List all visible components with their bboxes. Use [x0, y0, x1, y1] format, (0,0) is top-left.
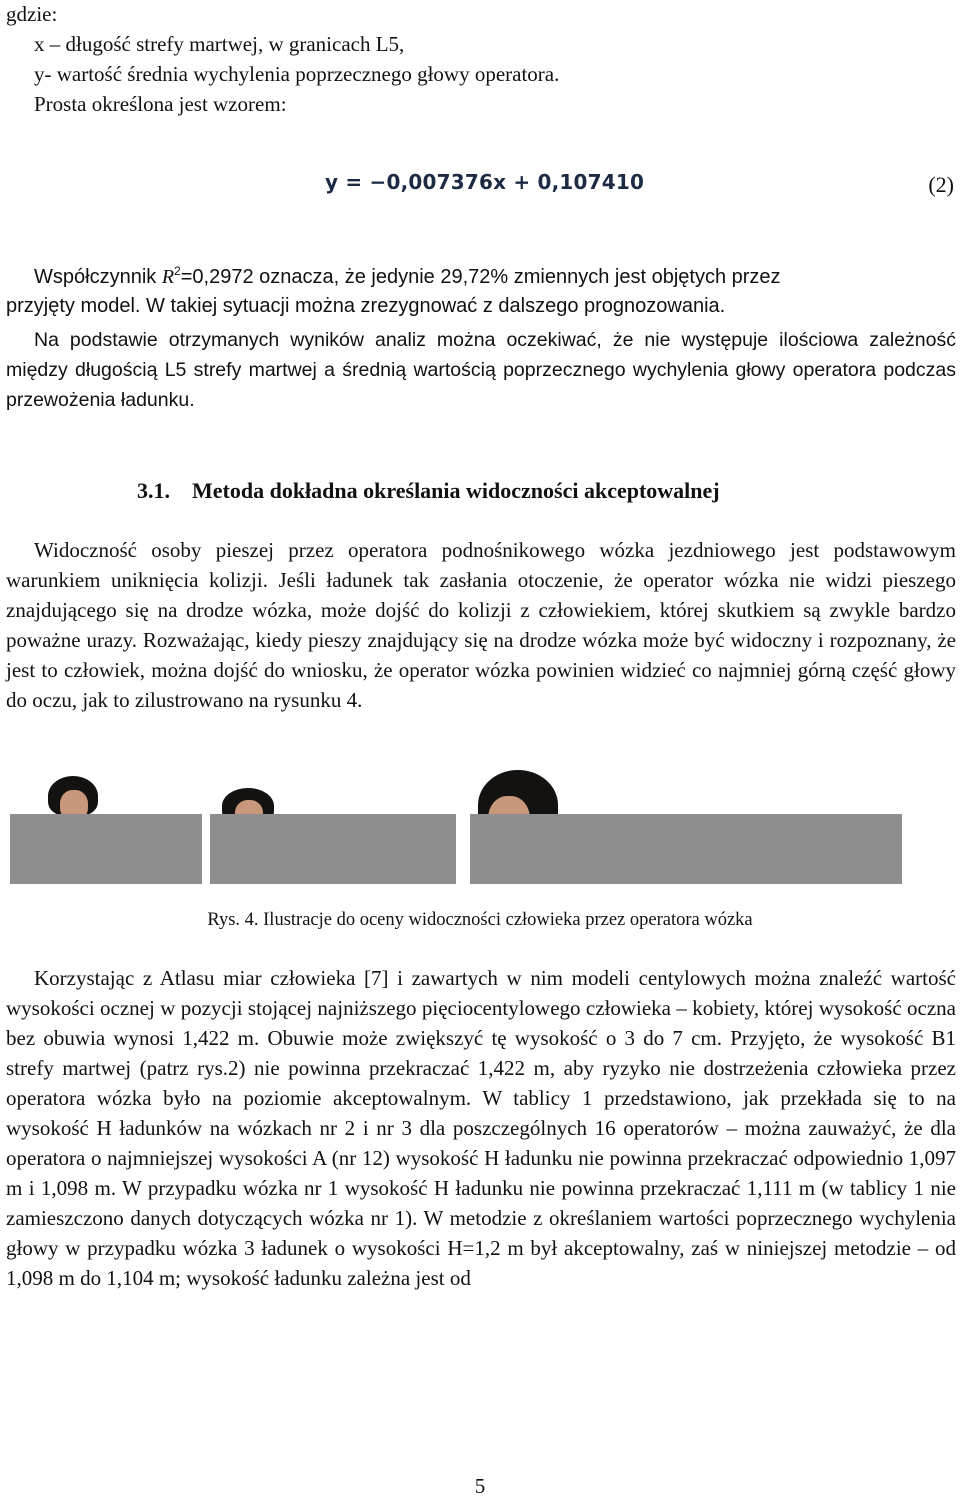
section-heading	[137, 478, 720, 504]
r-symbol: R	[161, 266, 175, 288]
page-number: 5	[474, 1474, 486, 1498]
x-definition: x – długość strefy martwej, w granicach L5,	[34, 32, 405, 56]
conclusion-paragraph: Na podstawie otrzymanych wyników analiz można oczekiwać, że nie występuje ilościowa zależność między długością L5 strefy martwej a średnią wartością poprzecznego wychylenia głowy operatora podczas przewożenia ładunku.	[6, 329, 956, 411]
equation-number: (2)	[928, 172, 954, 197]
load-panel-1	[10, 814, 202, 884]
regression-formula: y = −0,007376x + 0,107410	[325, 170, 645, 194]
y-definition: y- wartość średnia wychylenia poprzecznego głowy operatora.	[34, 62, 560, 86]
r2-lead: Współczynnik	[34, 266, 162, 288]
gdzie-label: gdzie:	[6, 2, 58, 26]
section-title: Metoda dokładna określania widoczności akceptowalnej	[192, 478, 720, 503]
atlas-paragraph: Korzystając z Atlasu miar człowieka [7] i zawartych w nim modeli centylowych można znaleźć wartość wysokości ocznej w pozycji stojącej najniższego pięciocentylowego człowieka – kobiety, której wysokość oczna bez obuwia wynosi 1,422 m. Obuwie może zwiększyć tę wysokość o 3 do 7 cm. Przyjęto, że wysokość B1 strefy martwej (patrz rys.2) nie powinna przekraczać 1,422 m, aby ryzyko nie dostrzeżenia człowieka przez operatora wózka było na poziomie akceptowalnym. W tablicy 1 przedstawiono, jak przekłada się to na wysokość H ładunków na wózkach nr 2 i nr 3 dla poszczególnych 16 operatorów – można zauważyć, że dla operatora o najmniejszej wysokości A (nr 12) wysokość H ładunku nie powinna przekraczać odpowiednio 1,097 m i 1,098 m. W przypadku wózka nr 1 wysokość H ładunku nie powinna przekraczać 1,111 m (w tablicy 1 nie zamieszczono danych dotyczących wózka nr 1). W metodzie z określaniem wartości poprzecznego wychylenia głowy w przypadku wózka 3 ładunek o wysokości H=1,2 m był akceptowalny, zaś w niniejszej metodzie – od 1,098 m do 1,104 m; wysokość ładunku zależna jest od	[6, 966, 956, 1290]
visibility-paragraph: Widoczność osoby pieszej przez operatora podnośnikowego wózka jezdniowego jest podstawowym warunkiem uniknięcia kolizji. Jeśli ładunek tak zasłania otoczenie, że operator wózka nie widzi pieszego znajdującego się na drodze wózka, może dojść do kolizji z człowiekiem, której skutkiem są zwykle bardzo poważne urazy. Rozważając, kiedy pieszy znajdujący się na drodze wózka może być widoczny i rozpoznany, że jest to człowiek, można dojść do wniosku, że operator wózka powinien widzieć co najmniej górną część głowy do oczu, jak to zilustrowano na rysunku 4.	[6, 538, 956, 712]
section-number: 3.1.	[137, 478, 170, 503]
r2-rest: =0,2972 oznacza, że jedynie 29,72% zmiennych jest objętych przez	[180, 266, 781, 288]
formula-intro: Prosta określona jest wzorem:	[34, 92, 287, 116]
r-superscript: 2	[174, 264, 181, 278]
r2-line-2: przyjęty model. W takiej sytuacji można zrezygnować z dalszego prognozowania.	[6, 295, 726, 317]
load-panel-3	[470, 814, 902, 884]
figure-caption: Rys. 4. Ilustracje do oceny widoczności człowieka przez operatora wózka	[207, 910, 753, 930]
r2-line-1	[34, 264, 781, 289]
load-panel-2	[210, 814, 456, 884]
figure-4-illustrations	[0, 770, 960, 885]
